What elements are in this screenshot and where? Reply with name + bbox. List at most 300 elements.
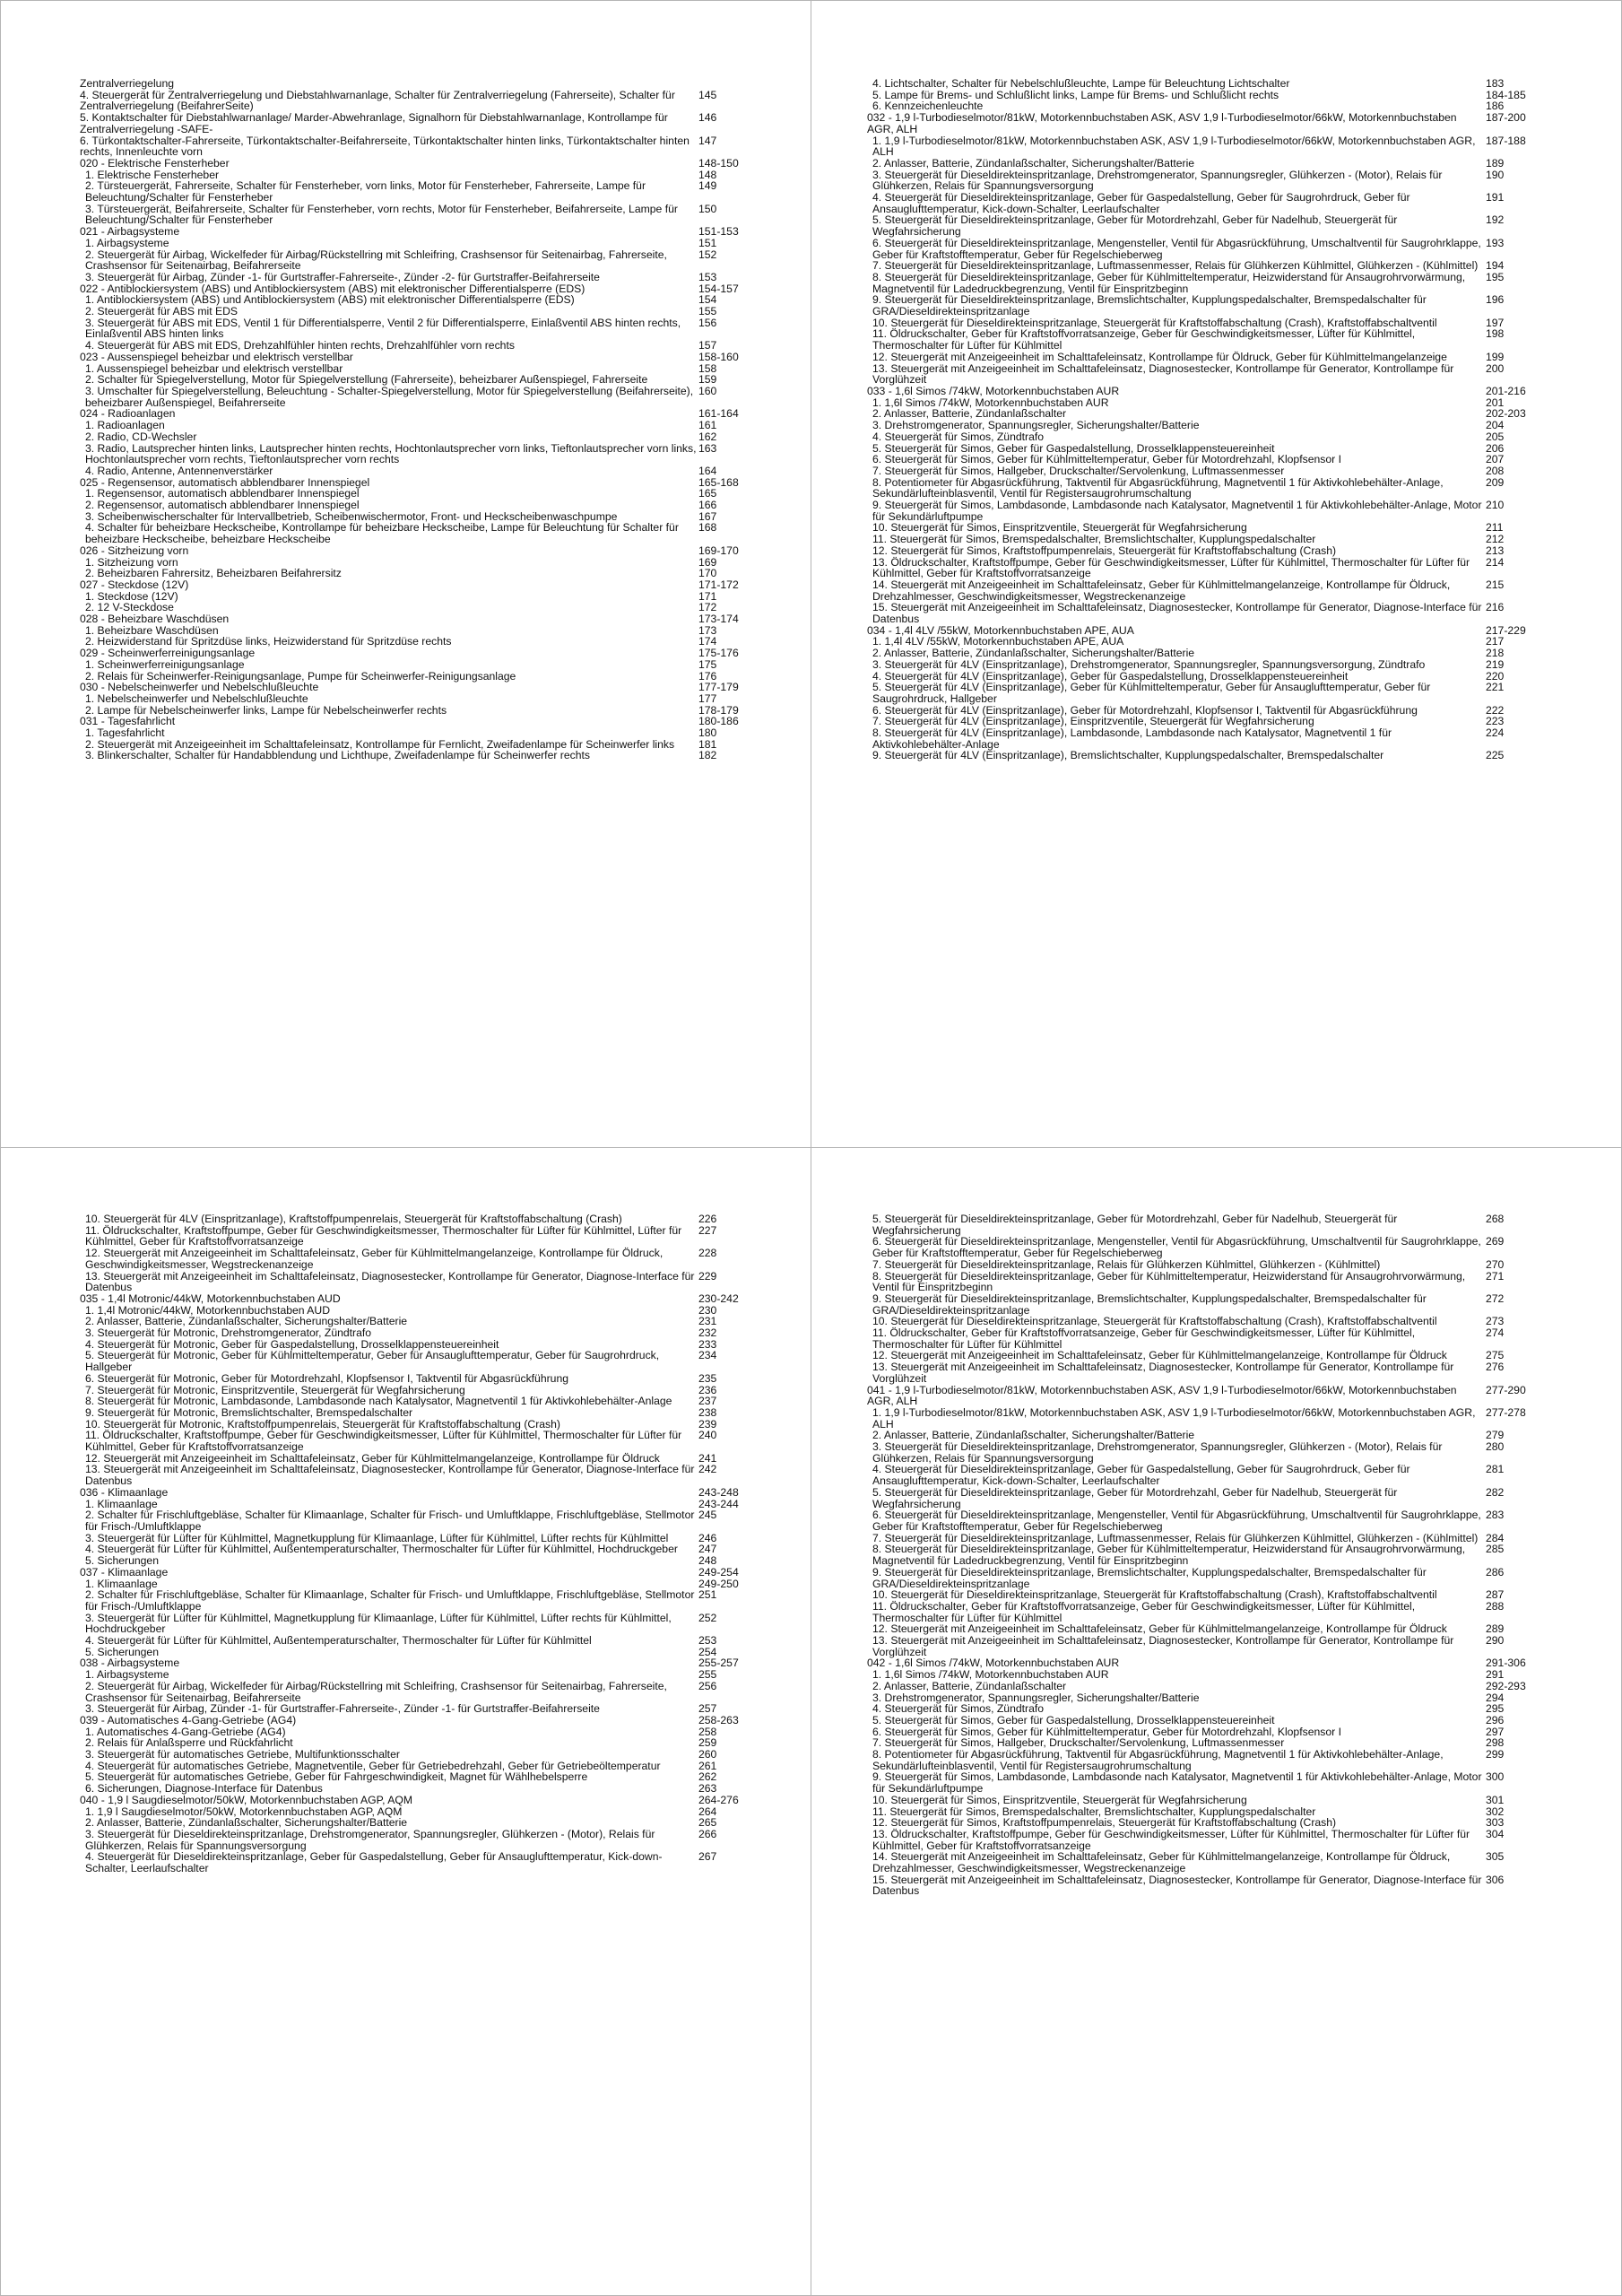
- toc-page-number: 287: [1486, 1588, 1505, 1602]
- toc-subentry-title: 9. Steuergerät für Dieseldirekteinspritzanlage, Bremslichtschalter, Kupplungspedalschalter, Bremspedalschalter für GRA/Dieseldirekteinspritzanlage: [872, 293, 1427, 318]
- toc-page-number: 241: [698, 1451, 717, 1465]
- toc-page-number: 227: [698, 1223, 717, 1237]
- toc-page-number: 288: [1486, 1599, 1505, 1613]
- toc-subentry-title: 9. Steuergerät für Dieseldirekteinspritzanlage, Bremslichtschalter, Kupplungspedalschalter, Bremspedalschalter für GRA/Dieseldirekteinspritzanlage: [872, 1565, 1427, 1590]
- toc-page-number: 191: [1486, 191, 1505, 204]
- toc-page-number: 231: [698, 1315, 717, 1328]
- toc-page-number: 148-150: [698, 156, 739, 170]
- toc-entry: [867, 1669, 1584, 1681]
- toc-page-number: 248: [698, 1554, 717, 1568]
- toc-entry: [80, 1464, 768, 1486]
- toc-subentry-title: 1. Airbagsysteme: [85, 1668, 169, 1682]
- toc-page-number: 164: [698, 464, 717, 477]
- toc-entry: [80, 238, 768, 249]
- toc-page-number: 163: [698, 441, 717, 455]
- toc-page-number: 281: [1486, 1463, 1505, 1476]
- toc-subentry-title: 11. Öldruckschalter, Kraftstoffpumpe, Geber für Geschwindigkeitsmesser, Lüfter für Kühlmittel, Thermoschalter für Lüfter für Kühlmittel, Geber für Kraftstoffvorratsanzeige: [85, 1429, 682, 1454]
- toc-page-number: 172: [698, 601, 717, 614]
- toc-subentry-title: 4. Steuergerät für 4LV (Einspritzanlage), Geber für Gaspedalstellung, Drosselklappensteuereinheit: [872, 669, 1349, 683]
- toc-page-number: 216: [1486, 601, 1505, 614]
- toc-entry: [867, 727, 1584, 750]
- toc-entry: [80, 1327, 768, 1339]
- toc-entry: [80, 443, 768, 465]
- toc-page-number: 212: [1486, 533, 1505, 546]
- toc-subentry-title: 4. Steuergerät für Lüfter für Kühlmittel, Außentemperaturschalter, Thermoschalter für Lüfter für Kühlmittel: [85, 1634, 592, 1648]
- toc-page-number: 170: [698, 567, 717, 580]
- toc-page-number: 165: [698, 487, 717, 500]
- toc-subentry-title: 2. Relais für Anlaßsperre und Rückfahrlicht: [85, 1736, 293, 1750]
- toc-subentry-title: 3. Blinkerschalter, Schalter für Handabblendung und Lichthupe, Zweifadenlampe für Scheinwerfer rechts: [85, 749, 590, 762]
- toc-page-number: 209: [1486, 475, 1505, 489]
- toc-entry: [867, 1635, 1584, 1657]
- toc-entry: [867, 1795, 1584, 1806]
- toc-page-number: 290: [1486, 1634, 1505, 1648]
- toc-section-title: 029 - Scheinwerferreinigungsanlage: [80, 647, 256, 660]
- toc-subentry-title: 5. Steuergerät für Simos, Geber für Gaspedalstellung, Drosselklappensteuereinheit: [872, 441, 1275, 455]
- toc-subentry-title: 8. Steuergerät für Motronic, Lambdasonde, Lambdasonde nach Katalysator, Magnetventil 1 für Aktivkohlebehälter-Anlage: [85, 1395, 672, 1408]
- toc-page-number: 292-293: [1486, 1679, 1526, 1692]
- toc-page-number: 154: [698, 293, 717, 307]
- toc-page-number: 267: [698, 1850, 717, 1864]
- toc-page-number: 249-250: [698, 1577, 739, 1590]
- toc-subentry-title: 4. Steuergerät für Lüfter für Kühlmittel, Außentemperaturschalter, Thermoschalter für Lüfter für Kühlmittel, Hochdruckgeber: [85, 1543, 678, 1556]
- toc-entry: [80, 1613, 768, 1635]
- toc-subentry-title: 4. Steuergerät für Motronic, Geber für Gaspedalstellung, Drosselklappensteuereinheit: [85, 1337, 499, 1351]
- toc-page-number: 197: [1486, 316, 1505, 329]
- toc-entry: [80, 659, 768, 671]
- toc-entry: [867, 1361, 1584, 1384]
- toc-subentry-title: 1. Klimaanlage: [85, 1497, 158, 1510]
- toc-subentry-title: 3. Umschalter für Spiegelverstellung, Beleuchtung - Schalter-Spiegelverstellung, Motor für Spiegelverstellung (Beifahrerseite), beheizbarer Außenspiegel, Beifahrerseite: [85, 384, 694, 409]
- toc-subentry-title: 2. Anlasser, Batterie, Zündanlaßschalter: [872, 1679, 1067, 1692]
- toc-subentry-title: 1. Antiblockiersystem (ABS) und Antiblockiersystem (ABS) mit elektronischer Differentialsperre (EDS): [85, 293, 575, 307]
- toc-section-title: 5. Kontaktschalter für Diebstahlwarnanlage/ Marder-Abwehranlage, Signalhorn für Diebstahlwarnanlage, Kontrollampe für Zentralverriegelung -SAFE-: [80, 111, 668, 135]
- toc-page-number: 270: [1486, 1257, 1505, 1271]
- toc-entry: [867, 1327, 1584, 1350]
- toc-page-number: 189: [1486, 156, 1505, 170]
- toc-page-number: 282: [1486, 1485, 1505, 1499]
- toc-subentry-title: 7. Steuergerät für Dieseldirekteinspritzanlage, Luftmassenmesser, Relais für Glühkerzen Kühlmittel, Glühkerzen - (Kühlmittel): [872, 259, 1479, 273]
- toc-subentry-title: 6. Sicherungen, Diagnose-Interface für Datenbus: [85, 1782, 323, 1796]
- toc-page-number: 255: [698, 1668, 717, 1682]
- toc-subentry-title: 3. Steuergerät für Lüfter für Kühlmittel, Magnetkupplung für Klimaanlage, Lüfter für Kühlmittel, Lüfter rechts für Kühlmittel: [85, 1531, 669, 1544]
- toc-page-number: 225: [1486, 749, 1505, 762]
- toc-entry: [80, 1373, 768, 1385]
- toc-subentry-title: 4. Steuergerät für automatisches Getriebe, Magnetventile, Geber für Getriebedrehzahl, Geber für Getriebeöltemperatur: [85, 1759, 661, 1772]
- toc-page-number: 252: [698, 1611, 717, 1624]
- toc-entry: [867, 545, 1584, 557]
- toc-page-number: 275: [1486, 1349, 1505, 1362]
- toc-page-number: 242: [698, 1463, 717, 1476]
- toc-entry: [80, 1430, 768, 1452]
- toc-page-number: 239: [698, 1417, 717, 1431]
- toc-subentry-title: 4. Steuergerät für Dieseldirekteinspritzanlage, Geber für Gaspedalstellung, Geber für Saugrohrdruck, Geber für Ansauglufttemperatur, Kick-down-Schalter, Leerlaufschalter: [872, 191, 1410, 215]
- toc-page-number: 254: [698, 1645, 717, 1658]
- toc-subentry-title: 13. Steuergerät mit Anzeigeeinheit im Schalttafeleinsatz, Diagnosestecker, Kontrollampe für Generator, Kontrollampe für Vorglühzeit: [872, 1361, 1454, 1385]
- toc-page-number: 207: [1486, 453, 1505, 466]
- toc-subentry-title: 2. Steuergerät mit Anzeigeeinheit im Schalttafeleinsatz, Kontrollampe für Fernlicht, Zweifadenlampe für Scheinwerfer links: [85, 737, 675, 751]
- toc-page-number: 265: [698, 1816, 717, 1830]
- toc-page-number: 238: [698, 1405, 717, 1419]
- toc-entry: [80, 272, 768, 283]
- toc-subentry-title: 1. Scheinwerferreinigungsanlage: [85, 657, 245, 671]
- toc-subentry-title: 7. Steuergerät für Simos, Hallgeber, Druckschalter/Servolenkung, Luftmassenmesser: [872, 464, 1285, 477]
- toc-page-number: 208: [1486, 464, 1505, 477]
- toc-section-title: 4. Steuergerät für Zentralverriegelung und Diebstahlwarnanlage, Schalter für Zentralverriegelung (Fahrerseite), Schalter für Zentralverriegelung (BeifahrerSeite): [80, 88, 675, 113]
- toc-subentry-title: 1. Automatisches 4-Gang-Getriebe (AG4): [85, 1725, 286, 1738]
- toc-entry: [80, 112, 768, 135]
- toc-list: [867, 1213, 1584, 1897]
- toc-entry: [80, 1248, 768, 1270]
- toc-subentry-title: 2. Schalter für Spiegelverstellung, Motor für Spiegelverstellung (Fahrerseite), beheizbarer Außenspiegel, Fahrerseite: [85, 373, 648, 387]
- toc-entry: [80, 1271, 768, 1293]
- toc-entry: [80, 420, 768, 431]
- toc-page-number: 258: [698, 1725, 717, 1738]
- toc-subentry-title: 3. Steuergerät für Dieseldirekteinspritzanlage, Drehstromgenerator, Spannungsregler, Glühkerzen - (Motor), Relais für Glühkerzen, Relais für Spannungsversorgung: [872, 168, 1443, 193]
- toc-entry: [80, 1715, 768, 1726]
- toc-subentry-title: 1. Aussenspiegel beheizbar und elektrisch verstellbar: [85, 361, 343, 375]
- toc-subentry-title: 1. Nebelscheinwerfer und Nebelschlußleuchte: [85, 691, 308, 705]
- toc-entry: [867, 465, 1584, 477]
- toc-page-number: 168: [698, 521, 717, 535]
- toc-subentry-title: 2. Anlasser, Batterie, Zündanlaßschalter, Sicherungshalter/Batterie: [85, 1315, 408, 1328]
- toc-subentry-title: 10. Steuergerät für 4LV (Einspritzanlage), Kraftstoffpumpenrelais, Steuergerät für Kraftstoffabschaltung (Crash): [85, 1213, 622, 1225]
- toc-page-number: 299: [1486, 1748, 1505, 1761]
- toc-page-number: 273: [1486, 1315, 1505, 1328]
- toc-subentry-title: 5. Steuergerät für Motronic, Geber für Kühlmitteltemperatur, Geber für Ansauglufttemperatur, Geber für Saugrohrdruck, Hallgeber: [85, 1349, 660, 1374]
- toc-subentry-title: 3. Steuergerät für Motronic, Drehstromgenerator, Zündtrafo: [85, 1326, 372, 1340]
- toc-subentry-title: 10. Steuergerät für Dieseldirekteinspritzanlage, Steuergerät für Kraftstoffabschaltung (Crash), Kraftstoffabschaltventil: [872, 1588, 1437, 1602]
- toc-section-title: 033 - 1,6l Simos /74kW, Motorkennbuchstaben AUR: [867, 384, 1120, 397]
- toc-section-title: 025 - Regensensor, automatisch abblendbarer Innenspiegel: [80, 475, 370, 489]
- toc-section-title: 031 - Tagesfahrlicht: [80, 715, 176, 728]
- toc-subentry-title: 10. Steuergerät für Motronic, Kraftstoffpumpenrelais, Steuergerät für Kraftstoffabschaltung (Crash): [85, 1417, 560, 1431]
- toc-subentry-title: 1. Tagesfahrlicht: [85, 726, 165, 740]
- toc-page-number: 300: [1486, 1770, 1505, 1784]
- toc-subentry-title: 2. Anlasser, Batterie, Zündanlaßschalter, Sicherungshalter/Batterie: [85, 1816, 408, 1830]
- toc-page-number: 166: [698, 499, 717, 512]
- toc-entry: [867, 1829, 1584, 1851]
- toc-list: [80, 78, 768, 761]
- toc-entry: [80, 1851, 768, 1874]
- toc-subentry-title: 11. Öldruckschalter, Geber für Kraftstoffvorratsanzeige, Geber für Geschwindigkeitsmesser, Lüfter für Kühlmittel, Thermoschalter für Lüfter für Kühlmittel: [872, 327, 1416, 352]
- toc-page-number: 171: [698, 589, 717, 603]
- toc-entry: [867, 170, 1584, 192]
- toc-page-number: 291-306: [1486, 1657, 1526, 1670]
- toc-subentry-title: 6. Steuergerät für Motronic, Geber für Motordrehzahl, Klopfsensor I, Taktventil für Abgasrückführung: [85, 1371, 569, 1385]
- toc-entry: [80, 750, 768, 761]
- toc-page-number: 237: [698, 1395, 717, 1408]
- toc-entry: [867, 158, 1584, 170]
- toc-page-number: 177-179: [698, 681, 739, 694]
- toc-entry: [80, 1407, 768, 1419]
- toc-subentry-title: 1. 1,9 l-Turbodieselmotor/81kW, Motorkennbuchstaben ASK, ASV 1,9 l-Turbodieselmotor/66kW, Motorkennbuchstaben AGR, ALH: [872, 134, 1476, 159]
- toc-subentry-title: 9. Steuergerät für Dieseldirekteinspritzanlage, Bremslichtschalter, Kupplungspedalschalter, Bremspedalschalter für GRA/Dieseldirekteinspritzanlage: [872, 1292, 1427, 1317]
- toc-subentry-title: 8. Steuergerät für Dieseldirekteinspritzanlage, Geber für Kühlmitteltemperatur, Heizwiderstand für Ansaugrohrvorwärmung, Ventil für Einspritzbeginn: [872, 1269, 1466, 1294]
- toc-entry: [867, 78, 1584, 90]
- toc-entry: [867, 1487, 1584, 1509]
- toc-subentry-title: 8. Potentiometer für Abgasrückführung, Taktventil für Abgasrückführung, Magnetventil 1 für Aktivkohlebehälter-Anlage, Sekundärlufteinblasventil, Ventil für Registersaugrohrumschaltung: [872, 1748, 1444, 1772]
- toc-section-title: 037 - Klimaanlage: [80, 1565, 169, 1578]
- toc-entry: [867, 1601, 1584, 1623]
- toc-page-number: 194: [1486, 259, 1505, 273]
- toc-entry: [80, 465, 768, 477]
- toc-subentry-title: 8. Potentiometer für Abgasrückführung, Taktventil für Abgasrückführung, Magnetventil 1 für Aktivkohlebehälter-Anlage, Sekundärlufteinblasventil, Ventil für Registersaugrohrumschaltung: [872, 475, 1444, 500]
- toc-page-number: 204: [1486, 419, 1505, 432]
- toc-page-number: 258-263: [698, 1713, 739, 1726]
- toc-page-number: 201-216: [1486, 384, 1526, 397]
- toc-page-number: 169-170: [698, 544, 739, 557]
- toc-page-number: 192: [1486, 213, 1505, 227]
- toc-page-number: 266: [698, 1827, 717, 1840]
- toc-page-number: 232: [698, 1326, 717, 1340]
- toc-page-number: 211: [1486, 521, 1504, 535]
- toc-subentry-title: 5. Steuergerät für Dieseldirekteinspritzanlage, Geber für Motordrehzahl, Geber für Nadelhub, Steuergerät für Wegfahrsicherung: [872, 1485, 1398, 1510]
- toc-subentry-title: 1. Sitzheizung vorn: [85, 555, 178, 569]
- toc-entry: [80, 1589, 768, 1612]
- toc-subentry-title: 8. Steuergerät für Dieseldirekteinspritzanlage, Geber für Kühlmitteltemperatur, Heizwiderstand für Ansaugrohrvorwärmung, Magnetventil für Ladedruckbegrenzung, Ventil für Einspritzbeginn: [872, 1543, 1466, 1568]
- toc-entry: [80, 1749, 768, 1761]
- toc-subentry-title: 4. Steuergerät für Dieseldirekteinspritzanlage, Geber für Gaspedalstellung, Geber für Ansauglufttemperatur, Kick-down-Schalter, Leerlaufschalter: [85, 1850, 663, 1875]
- toc-subentry-title: 3. Steuergerät für Dieseldirekteinspritzanlage, Drehstromgenerator, Spannungsregler, Glühkerzen - (Motor), Relais für Glühkerzen, Relais für Spannungsversorgung: [872, 1440, 1443, 1465]
- toc-page-number: 306: [1486, 1873, 1505, 1886]
- toc-page-number: 255-257: [698, 1657, 739, 1670]
- toc-entry: [867, 352, 1584, 363]
- toc-entry: [80, 78, 768, 90]
- toc-entry: [80, 522, 768, 544]
- toc-subentry-title: 15. Steuergerät mit Anzeigeeinheit im Schalttafeleinsatz, Diagnosestecker, Kontrollampe für Generator, Diagnose-Interface für Datenbus: [872, 1873, 1482, 1898]
- toc-subentry-title: 1. 1,4l 4LV /55kW, Motorkennbuchstaben APE, AUA: [872, 635, 1124, 648]
- toc-entry: [867, 1771, 1584, 1794]
- toc-section-title: 028 - Beheizbare Waschdüsen: [80, 613, 230, 626]
- toc-entry: [867, 1749, 1584, 1771]
- toc-subentry-title: 1. Steckdose (12V): [85, 589, 178, 603]
- toc-entry: [867, 1509, 1584, 1532]
- toc-page-number: 149: [698, 179, 717, 193]
- toc-page-number: 158: [698, 361, 717, 375]
- toc-entry: [867, 1544, 1584, 1566]
- toc-page-number: 286: [1486, 1565, 1505, 1578]
- toc-page-number: 174: [698, 635, 717, 648]
- toc-subentry-title: 7. Steuergerät für Simos, Hallgeber, Druckschalter/Servolenkung, Luftmassenmesser: [872, 1736, 1285, 1750]
- toc-section-title: 035 - 1,4l Motronic/44kW, Motorkennbuchstaben AUD: [80, 1292, 341, 1305]
- toc-subentry-title: 10. Steuergerät für Dieseldirekteinspritzanlage, Steuergerät für Kraftstoffabschaltung (Crash), Kraftstoffabschaltventil: [872, 316, 1437, 329]
- toc-section-title: 030 - Nebelscheinwerfer und Nebelschlußleuchte: [80, 681, 319, 694]
- toc-subentry-title: 11. Öldruckschalter, Geber für Kraftstoffvorratsanzeige, Geber für Geschwindigkeitsmesser, Lüfter für Kühlmittel, Thermoschalter für Lüfter für Kühlmittel: [872, 1599, 1416, 1624]
- toc-page-number: 235: [698, 1371, 717, 1385]
- toc-page-number: 272: [1486, 1292, 1505, 1305]
- toc-page-number: 253: [698, 1634, 717, 1648]
- toc-subentry-title: 2. 12 V-Steckdose: [85, 601, 174, 614]
- toc-subentry-title: 4. Steuergerät für Simos, Zündtrafo: [872, 1702, 1045, 1716]
- toc-subentry-title: 2. Beheizbaren Fahrersitz, Beheizbaren Beifahrersitz: [85, 567, 342, 580]
- toc-subentry-title: 2. Anlasser, Batterie, Zündanlaßschalter, Sicherungshalter/Batterie: [872, 156, 1195, 170]
- toc-subentry-title: 1. Klimaanlage: [85, 1577, 158, 1590]
- toc-subentry-title: 1. 1,9 l-Turbodieselmotor/81kW, Motorkennbuchstaben ASK, ASV 1,9 l-Turbodieselmotor/66kW, Motorkennbuchstaben AGR, ALH: [872, 1405, 1476, 1431]
- toc-page-number: 289: [1486, 1622, 1505, 1636]
- toc-subentry-title: 3. Steuergerät für Airbag, Zünder -1- für Gurtstraffer-Fahrerseite-, Zünder -2- für Gurtstraffer-Beifahrerseite: [85, 270, 600, 283]
- toc-page-number: 171-172: [698, 578, 739, 591]
- toc-entry: [80, 135, 768, 158]
- toc-entry: [867, 1567, 1584, 1589]
- toc-page-number: 279: [1486, 1429, 1505, 1442]
- toc-page-number: 284: [1486, 1531, 1505, 1544]
- toc-page-number: 246: [698, 1531, 717, 1544]
- toc-subentry-title: 12. Steuergerät mit Anzeigeeinheit im Schalttafeleinsatz, Geber für Kühlmittelmangelanzeige, Kontrollampe für Öldruck, Geschwindigkeitsmesser, Wegstreckenanzeige: [85, 1247, 664, 1271]
- toc-entry: [867, 1874, 1584, 1897]
- toc-page-number: 222: [1486, 703, 1505, 717]
- toc-subentry-title: 4. Schalter für beheizbare Heckscheibe, Kontrollampe für beheizbare Heckscheibe, Lampe für Beleuchtung für Schalter für beheizbare Heckscheibe, beheizbare Heckscheibe: [85, 521, 679, 546]
- toc-page-number: 297: [1486, 1725, 1505, 1738]
- toc-subentry-title: 5. Steuergerät für automatisches Getriebe, Geber für Fahrgeschwindigkeit, Magnet für Wählhebelsperre: [85, 1770, 588, 1784]
- toc-subentry-title: 1. 1,6l Simos /74kW, Motorkennbuchstaben AUR: [872, 1668, 1109, 1682]
- toc-entry: [867, 579, 1584, 602]
- toc-entry: [867, 420, 1584, 431]
- toc-entry: [80, 613, 768, 625]
- toc-page-number: 256: [698, 1679, 717, 1692]
- toc-subentry-title: 3. Drehstromgenerator, Spannungsregler, Sicherungshalter/Batterie: [872, 1691, 1200, 1704]
- toc-subentry-title: 1. Radioanlagen: [85, 419, 165, 432]
- toc-page-number: 205: [1486, 430, 1505, 443]
- toc-entry: [80, 317, 768, 340]
- toc-entry: [867, 135, 1584, 158]
- toc-entry: [80, 90, 768, 112]
- toc-entry: [867, 1715, 1584, 1726]
- toc-page-number: 291: [1486, 1668, 1505, 1682]
- toc-page-number: 159: [698, 373, 717, 387]
- toc-subentry-title: 3. Steuergerät für Airbag, Zünder -1- für Gurtstraffer-Fahrerseite-, Zünder -1- für Gurtstraffer-Beifahrerseite: [85, 1702, 600, 1716]
- toc-subentry-title: 7. Steuergerät für 4LV (Einspritzanlage), Einspritzventile, Steuergerät für Wegfahrsicherung: [872, 715, 1314, 728]
- toc-subentry-title: 7. Steuergerät für Dieseldirekteinspritzanlage, Relais für Glühkerzen Kühlmittel, Glühkerzen - (Kühlmittel): [872, 1257, 1381, 1271]
- toc-page-number: 302: [1486, 1805, 1505, 1818]
- toc-subentry-title: 5. Sicherungen: [85, 1645, 159, 1658]
- toc-entry: [867, 682, 1584, 704]
- toc-entry: [867, 1236, 1584, 1258]
- toc-page-number: 186: [1486, 100, 1505, 113]
- toc-page-number: 215: [1486, 578, 1505, 591]
- toc-page-number: 220: [1486, 669, 1505, 683]
- toc-entry: [867, 454, 1584, 465]
- toc-entry: [80, 1213, 768, 1225]
- toc-page-number: 193: [1486, 236, 1505, 249]
- toc-page-number: 277-278: [1486, 1405, 1526, 1419]
- toc-subentry-title: 1. Elektrische Fensterheber: [85, 168, 220, 181]
- toc-subentry-title: 12. Steuergerät mit Anzeigeeinheit im Schalttafeleinsatz, Geber für Kühlmittelmangelanzeige, Kontrollampe für Öldruck: [872, 1622, 1447, 1636]
- toc-page-number: 234: [698, 1349, 717, 1362]
- toc-page-number: 167: [698, 509, 717, 523]
- toc-entry: [867, 1259, 1584, 1271]
- toc-subentry-title: 10. Steuergerät für Simos, Einspritzventile, Steuergerät für Wegfahrsicherung: [872, 521, 1247, 535]
- toc-entry: [867, 214, 1584, 237]
- toc-page-number: 181: [698, 737, 717, 751]
- toc-subentry-title: 1. 1,6l Simos /74kW, Motorkennbuchstaben AUR: [872, 396, 1109, 409]
- toc-entry: [867, 294, 1584, 317]
- toc-subentry-title: 11. Öldruckschalter, Geber für Kraftstoffvorratsanzeige, Geber für Geschwindigkeitsmesser, Lüfter für Kühlmittel, Thermoschalter für Lüfter für Kühlmittel: [872, 1326, 1416, 1351]
- toc-subentry-title: 9. Steuergerät für 4LV (Einspritzanlage), Bremslichtschalter, Kupplungspedalschalter, Bremspedalschalter: [872, 749, 1384, 762]
- toc-subentry-title: 12. Steuergerät mit Anzeigeeinheit im Schalttafeleinsatz, Kontrollampe für Öldruck, Geber für Kühlmittelmangelanzeige: [872, 350, 1447, 363]
- toc-subentry-title: 2. Steuergerät für Airbag, Wickelfeder für Airbag/Rückstellring mit Schleifring, Crashsensor für Seitenairbag, Fahrerseite, Crashsensor für Seitenairbag, Beifahrerseite: [85, 1679, 667, 1704]
- toc-subentry-title: 13. Steuergerät mit Anzeigeeinheit im Schalttafeleinsatz, Diagnosestecker, Kontrollampe für Generator, Diagnose-Interface für Datenbus: [85, 1269, 695, 1294]
- toc-entry: [867, 431, 1584, 443]
- toc-page-number: 233: [698, 1337, 717, 1351]
- toc-page-number: 210: [1486, 499, 1505, 512]
- toc-page-number: 305: [1486, 1850, 1505, 1864]
- toc-page-number: 217-229: [1486, 623, 1526, 637]
- toc-page-number: 296: [1486, 1713, 1505, 1726]
- toc-entry: [867, 272, 1584, 294]
- toc-entry: [867, 602, 1584, 624]
- toc-section-title: 040 - 1,9 l Saugdieselmotor/50kW, Motorkennbuchstaben AGP, AQM: [80, 1793, 413, 1806]
- toc-page-number: 152: [698, 248, 717, 261]
- toc-page-number: 221: [1486, 681, 1505, 694]
- toc-subentry-title: 6. Steuergerät für Simos, Geber für Kühlmitteltemperatur, Geber für Motordrehzahl, Klopfsensor I: [872, 1725, 1341, 1738]
- toc-page-number: 201: [1486, 396, 1505, 409]
- toc-subentry-title: 13. Steuergerät mit Anzeigeeinheit im Schalttafeleinsatz, Diagnosestecker, Kontrollampe für Generator, Kontrollampe für Vorglühzeit: [872, 1634, 1454, 1658]
- toc-subentry-title: 2. Radio, CD-Wechsler: [85, 430, 197, 443]
- toc-page-number: 262: [698, 1770, 717, 1784]
- toc-entry: [80, 226, 768, 238]
- toc-section-title: 026 - Sitzheizung vorn: [80, 544, 189, 557]
- toc-page-number: 156: [698, 316, 717, 329]
- toc-page-number: 228: [698, 1247, 717, 1260]
- toc-page-number: 251: [698, 1588, 717, 1602]
- toc-entry: [80, 1647, 768, 1658]
- toc-entry: [80, 500, 768, 511]
- toc-section-title: Zentralverriegelung: [80, 77, 175, 90]
- toc-entry: [80, 727, 768, 739]
- toc-subentry-title: 8. Steuergerät für Dieseldirekteinspritzanlage, Geber für Kühlmitteltemperatur, Heizwiderstand für Ansaugrohrvorwärmung, Magnetventil für Ladedruckbegrenzung, Ventil für Einspritzbeginn: [872, 270, 1466, 295]
- toc-entry: [867, 750, 1584, 761]
- toc-subentry-title: 14. Steuergerät mit Anzeigeeinheit im Schalttafeleinsatz, Geber für Kühlmittelmangelanzeige, Kontrollampe für Öldruck, Drehzahlmesser, Geschwindigkeitsmesser, Wegstreckenanzeige: [872, 1850, 1451, 1875]
- toc-subentry-title: 12. Steuergerät mit Anzeigeeinheit im Schalttafeleinsatz, Geber für Kühlmittelmangelanzeige, Kontrollampe für Öldruck: [85, 1451, 660, 1465]
- toc-subentry-title: 5. Steuergerät für Dieseldirekteinspritzanlage, Geber für Motordrehzahl, Geber für Nadelhub, Steuergerät für Wegfahrsicherung: [872, 1213, 1398, 1237]
- toc-entry: [867, 1293, 1584, 1316]
- toc-page-number: 243-244: [698, 1497, 739, 1510]
- toc-page-number: 180: [698, 726, 717, 740]
- toc-page-number: 158-160: [698, 350, 739, 363]
- page-4: [811, 1147, 1622, 2296]
- toc-subentry-title: 15. Steuergerät mit Anzeigeeinheit im Schalttafeleinsatz, Diagnosestecker, Kontrollampe für Generator, Diagnose-Interface für Datenbus: [872, 601, 1482, 626]
- toc-entry: [80, 386, 768, 408]
- toc-entry: [867, 328, 1584, 351]
- toc-page-number: 173-174: [698, 613, 739, 626]
- toc-entry: [80, 1567, 768, 1578]
- toc-subentry-title: 3. Steuergerät für Lüfter für Kühlmittel, Magnetkupplung für Klimaanlage, Lüfter für Kühlmittel, Lüfter rechts für Kühlmittel, Hochdruckgeber: [85, 1611, 672, 1636]
- toc-page-number: 190: [1486, 168, 1505, 181]
- toc-subentry-title: 2. Türsteuergerät, Fahrerseite, Schalter für Fensterheber, vorn links, Motor für Fensterheber, Fahrerseite, Lampe für Beleuchtung/Schalter für Fensterheber: [85, 179, 646, 204]
- toc-page-number: 155: [698, 305, 717, 318]
- toc-entry: [80, 1555, 768, 1567]
- toc-page-number: 173: [698, 623, 717, 637]
- toc-subentry-title: 3. Steuergerät für 4LV (Einspritzanlage), Drehstromgenerator, Spannungsregler, Spannungsversorgung, Zündtrafo: [872, 657, 1426, 671]
- toc-entry: [80, 693, 768, 705]
- toc-subentry-title: 6. Steuergerät für Dieseldirekteinspritzanlage, Mengensteller, Ventil für Abgasrückführung, Umschaltventil für Saugrohrklappe, Geber für Kraftstofftemperatur, Geber für Regelschieberweg: [872, 236, 1481, 261]
- toc-entry: [80, 648, 768, 659]
- toc-subentry-title: 2. Schalter für Frischluftgebläse, Schalter für Klimaanlage, Schalter für Frisch- und Umluftklappe, Frischluftgebläse, Stellmotor für Frisch-/Umluftklappe: [85, 1588, 695, 1613]
- toc-page-number: 180-186: [698, 715, 739, 728]
- toc-subentry-title: 4. Steuergerät für ABS mit EDS, Drehzahlfühler hinten rechts, Drehzahlfühler vorn rechts: [85, 339, 515, 352]
- toc-page-number: 165-168: [698, 475, 739, 489]
- toc-page-number: 230: [698, 1303, 717, 1317]
- toc-page-number: 157: [698, 339, 717, 352]
- toc-section-title: 027 - Steckdose (12V): [80, 578, 189, 591]
- toc-entry: [80, 1544, 768, 1555]
- toc-entry: [80, 1681, 768, 1703]
- toc-entry: [80, 158, 768, 170]
- toc-entry: [80, 1657, 768, 1669]
- toc-subentry-title: 6. Steuergerät für Dieseldirekteinspritzanlage, Mengensteller, Ventil für Abgasrückführung, Umschaltventil für Saugrohrklappe, Geber für Kraftstofftemperatur, Geber für Regelschieberweg: [872, 1509, 1481, 1533]
- toc-subentry-title: 5. Lampe für Brems- und Schlußlicht links, Lampe für Brems- und Schlußlicht rechts: [872, 88, 1279, 101]
